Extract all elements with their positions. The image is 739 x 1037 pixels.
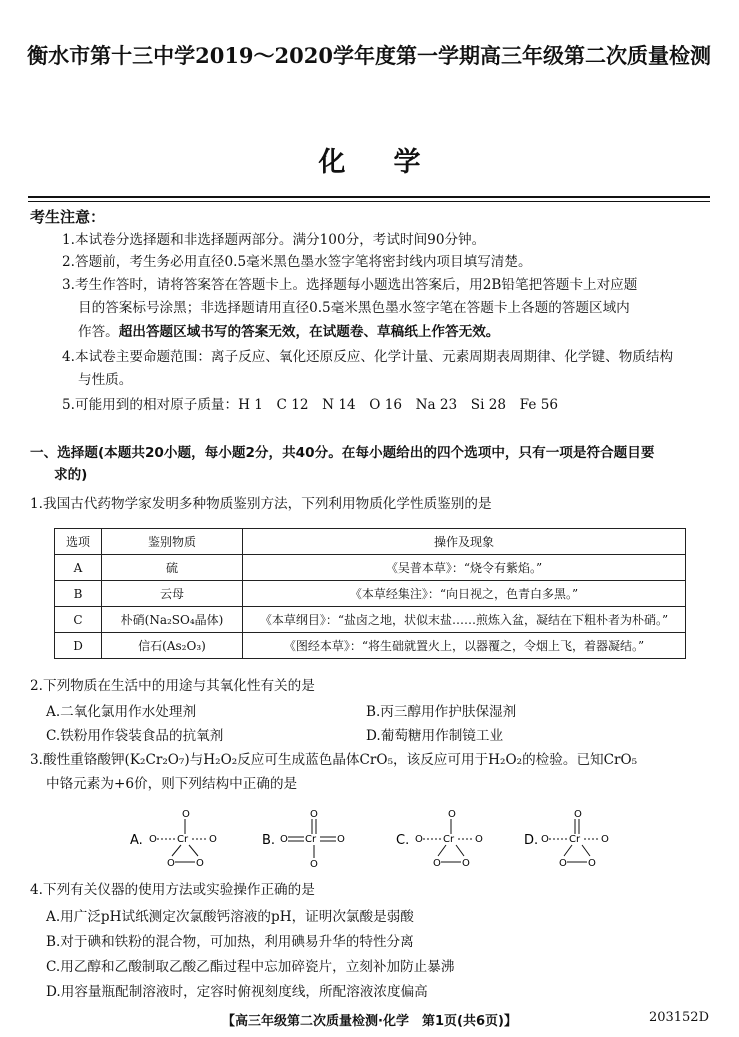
table-header-row (55, 529, 686, 555)
table-row (55, 581, 686, 607)
oxygen-atom: O (167, 858, 175, 868)
table-row (55, 607, 686, 633)
page-footer: 【高三年级第二次质量检测·化学 第1页(共6页)】 (222, 1014, 517, 1029)
oxygen-atom: O (149, 834, 157, 845)
table-cell: 《图经本草》：“将生础就置火上，以器覆之，令烟上飞，着器凝结。” (243, 633, 686, 659)
q3-structure-a (130, 808, 240, 868)
oxygen-atom: O (601, 834, 609, 845)
notice-item-1: 1.本试卷分选择题和非选择题两部分。满分100分，考试时间90分钟。 (62, 232, 486, 248)
structure-label: D. (524, 833, 539, 848)
oxygen-atom: O (209, 834, 217, 845)
divider-thin (28, 201, 710, 202)
q2-option-b: B.丙三醇用作护肤保湿剂 (366, 704, 517, 720)
oxygen-atom: O (559, 858, 567, 868)
table-cell: 云母 (102, 581, 243, 607)
chromium-atom: Cr (569, 834, 581, 845)
oxygen-atom: O (475, 834, 483, 845)
table-cell: A (55, 555, 102, 581)
subject-title: 化学 (318, 147, 469, 178)
q3-structure-d (524, 808, 634, 868)
table-cell: 朴硝(Na₂SO₄晶体) (102, 607, 243, 633)
notice-item-5: 5.可能用到的相对原子质量：H 1 C 12 N 14 O 16 Na 23 Si 28 Fe 56 (62, 397, 559, 413)
q2-stem: 2.下列物质在生活中的用途与其氧化性有关的是 (30, 678, 315, 694)
q2-option-a: A.二氧化氯用作水处理剂 (46, 704, 197, 720)
q4-stem: 4.下列有关仪器的使用方法或实验操作正确的是 (30, 882, 315, 898)
table-cell: 《本草纲目》：“盐卤之地，状似末盐……煎炼入盆，凝结在下粗朴者为朴硝。” (243, 607, 686, 633)
oxygen-atom: O (310, 859, 318, 868)
table-cell: 硫 (102, 555, 243, 581)
table-header-cell: 操作及现象 (243, 529, 686, 555)
q4-option-d: D.用容量瓶配制溶液时，定容时俯视刻度线，所配溶液浓度偏高 (46, 984, 428, 1000)
q3-line2: 中铬元素为+6价，则下列结构中正确的是 (46, 776, 298, 792)
structure-label: B. (262, 833, 276, 848)
table-header-cell: 选项 (55, 529, 102, 555)
q3-structure-c (396, 808, 506, 868)
section-heading-line1: 一、选择题(本题共20小题，每小题2分，共40分。在每小题给出的四个选项中，只有一项是符合题目要 (30, 445, 655, 461)
structure-label: C. (396, 833, 410, 848)
q3-structure-b (262, 808, 372, 868)
table-header-cell: 鉴别物质 (102, 529, 243, 555)
q1-stem: 1.我国古代药物学家发明多种物质鉴别方法，下列利用物质化学性质鉴别的是 (30, 496, 492, 512)
divider-thick (28, 196, 710, 198)
oxygen-atom: O (541, 834, 549, 845)
oxygen-atom: O (574, 809, 582, 820)
q4-option-b: B.对于碘和铁粉的混合物，可加热，利用碘易升华的特性分离 (46, 934, 414, 950)
chromium-atom: Cr (443, 834, 455, 845)
notice-item-4: 4.本试卷主要命题范围：离子反应、氧化还原反应、化学计量、元素周期表周期律、化学键、物质结构 (62, 349, 674, 365)
table-cell: C (55, 607, 102, 633)
notice-item-2: 2.答题前，考生务必用直径0.5毫米黑色墨水签字笔将密封线内项目填写清楚。 (62, 254, 532, 270)
notice-item-3-end (78, 322, 499, 342)
notice-item-3-cont: 目的答案标号涂黑；非选择题请用直径0.5毫米黑色墨水签字笔在答题卡上各题的答题区域内 (78, 300, 630, 316)
oxygen-atom: O (588, 858, 596, 868)
table-cell: B (55, 581, 102, 607)
table-cell: 信石(As₂O₃) (102, 633, 243, 659)
chromium-atom: Cr (177, 834, 189, 845)
oxygen-atom: O (182, 809, 190, 820)
oxygen-atom: O (310, 809, 318, 820)
q1-table (54, 528, 686, 659)
table-cell: 《吴普本草》：“烧令有紫焰。” (243, 555, 686, 581)
notice-heading: 考生注意： (30, 208, 106, 226)
q4-option-a: A.用广泛pH试纸测定次氯酸钙溶液的pH，证明次氯酸是弱酸 (46, 909, 414, 925)
notice-item-3-tail: 作答。 (78, 324, 119, 340)
exam-title: 衡水市第十三中学2019～2020学年度第一学期高三年级第二次质量检测 (27, 43, 711, 68)
q3-line1: 3.酸性重铬酸钾(K₂Cr₂O₇)与H₂O₂反应可生成蓝色晶体CrO₅，该反应可用于H₂O₂的检验。已知CrO₅ (30, 752, 638, 768)
oxygen-atom: O (337, 834, 345, 845)
table-cell: 《本草经集注》：“向日视之，色青白多黑。” (243, 581, 686, 607)
q2-option-d: D.葡萄糖用作制镜工业 (366, 728, 504, 744)
table-row (55, 633, 686, 659)
table-row (55, 555, 686, 581)
oxygen-atom: O (415, 834, 423, 845)
oxygen-atom: O (462, 858, 470, 868)
paper-code: 203152D (648, 1010, 709, 1025)
table-cell: D (55, 633, 102, 659)
q4-option-c: C.用乙醇和乙酸制取乙酸乙酯过程中忘加碎瓷片，立刻补加防止暴沸 (46, 959, 455, 975)
q2-option-c: C.铁粉用作袋装食品的抗氧剂 (46, 728, 224, 744)
oxygen-atom: O (280, 834, 288, 845)
oxygen-atom: O (448, 809, 456, 820)
chromium-atom: Cr (305, 834, 317, 845)
oxygen-atom: O (196, 858, 204, 868)
notice-warning: 超出答题区域书写的答案无效，在试题卷、草稿纸上作答无效。 (118, 324, 500, 340)
notice-item-4-cont: 与性质。 (78, 372, 133, 388)
oxygen-atom: O (433, 858, 441, 868)
section-heading-line2: 求的) (54, 467, 88, 483)
notice-item-3: 3.考生作答时，请将答案答在答题卡上。选择题每小题选出答案后，用2B铅笔把答题卡上对应题 (62, 277, 638, 293)
section-heading (30, 442, 654, 486)
structure-label: A. (130, 833, 143, 848)
